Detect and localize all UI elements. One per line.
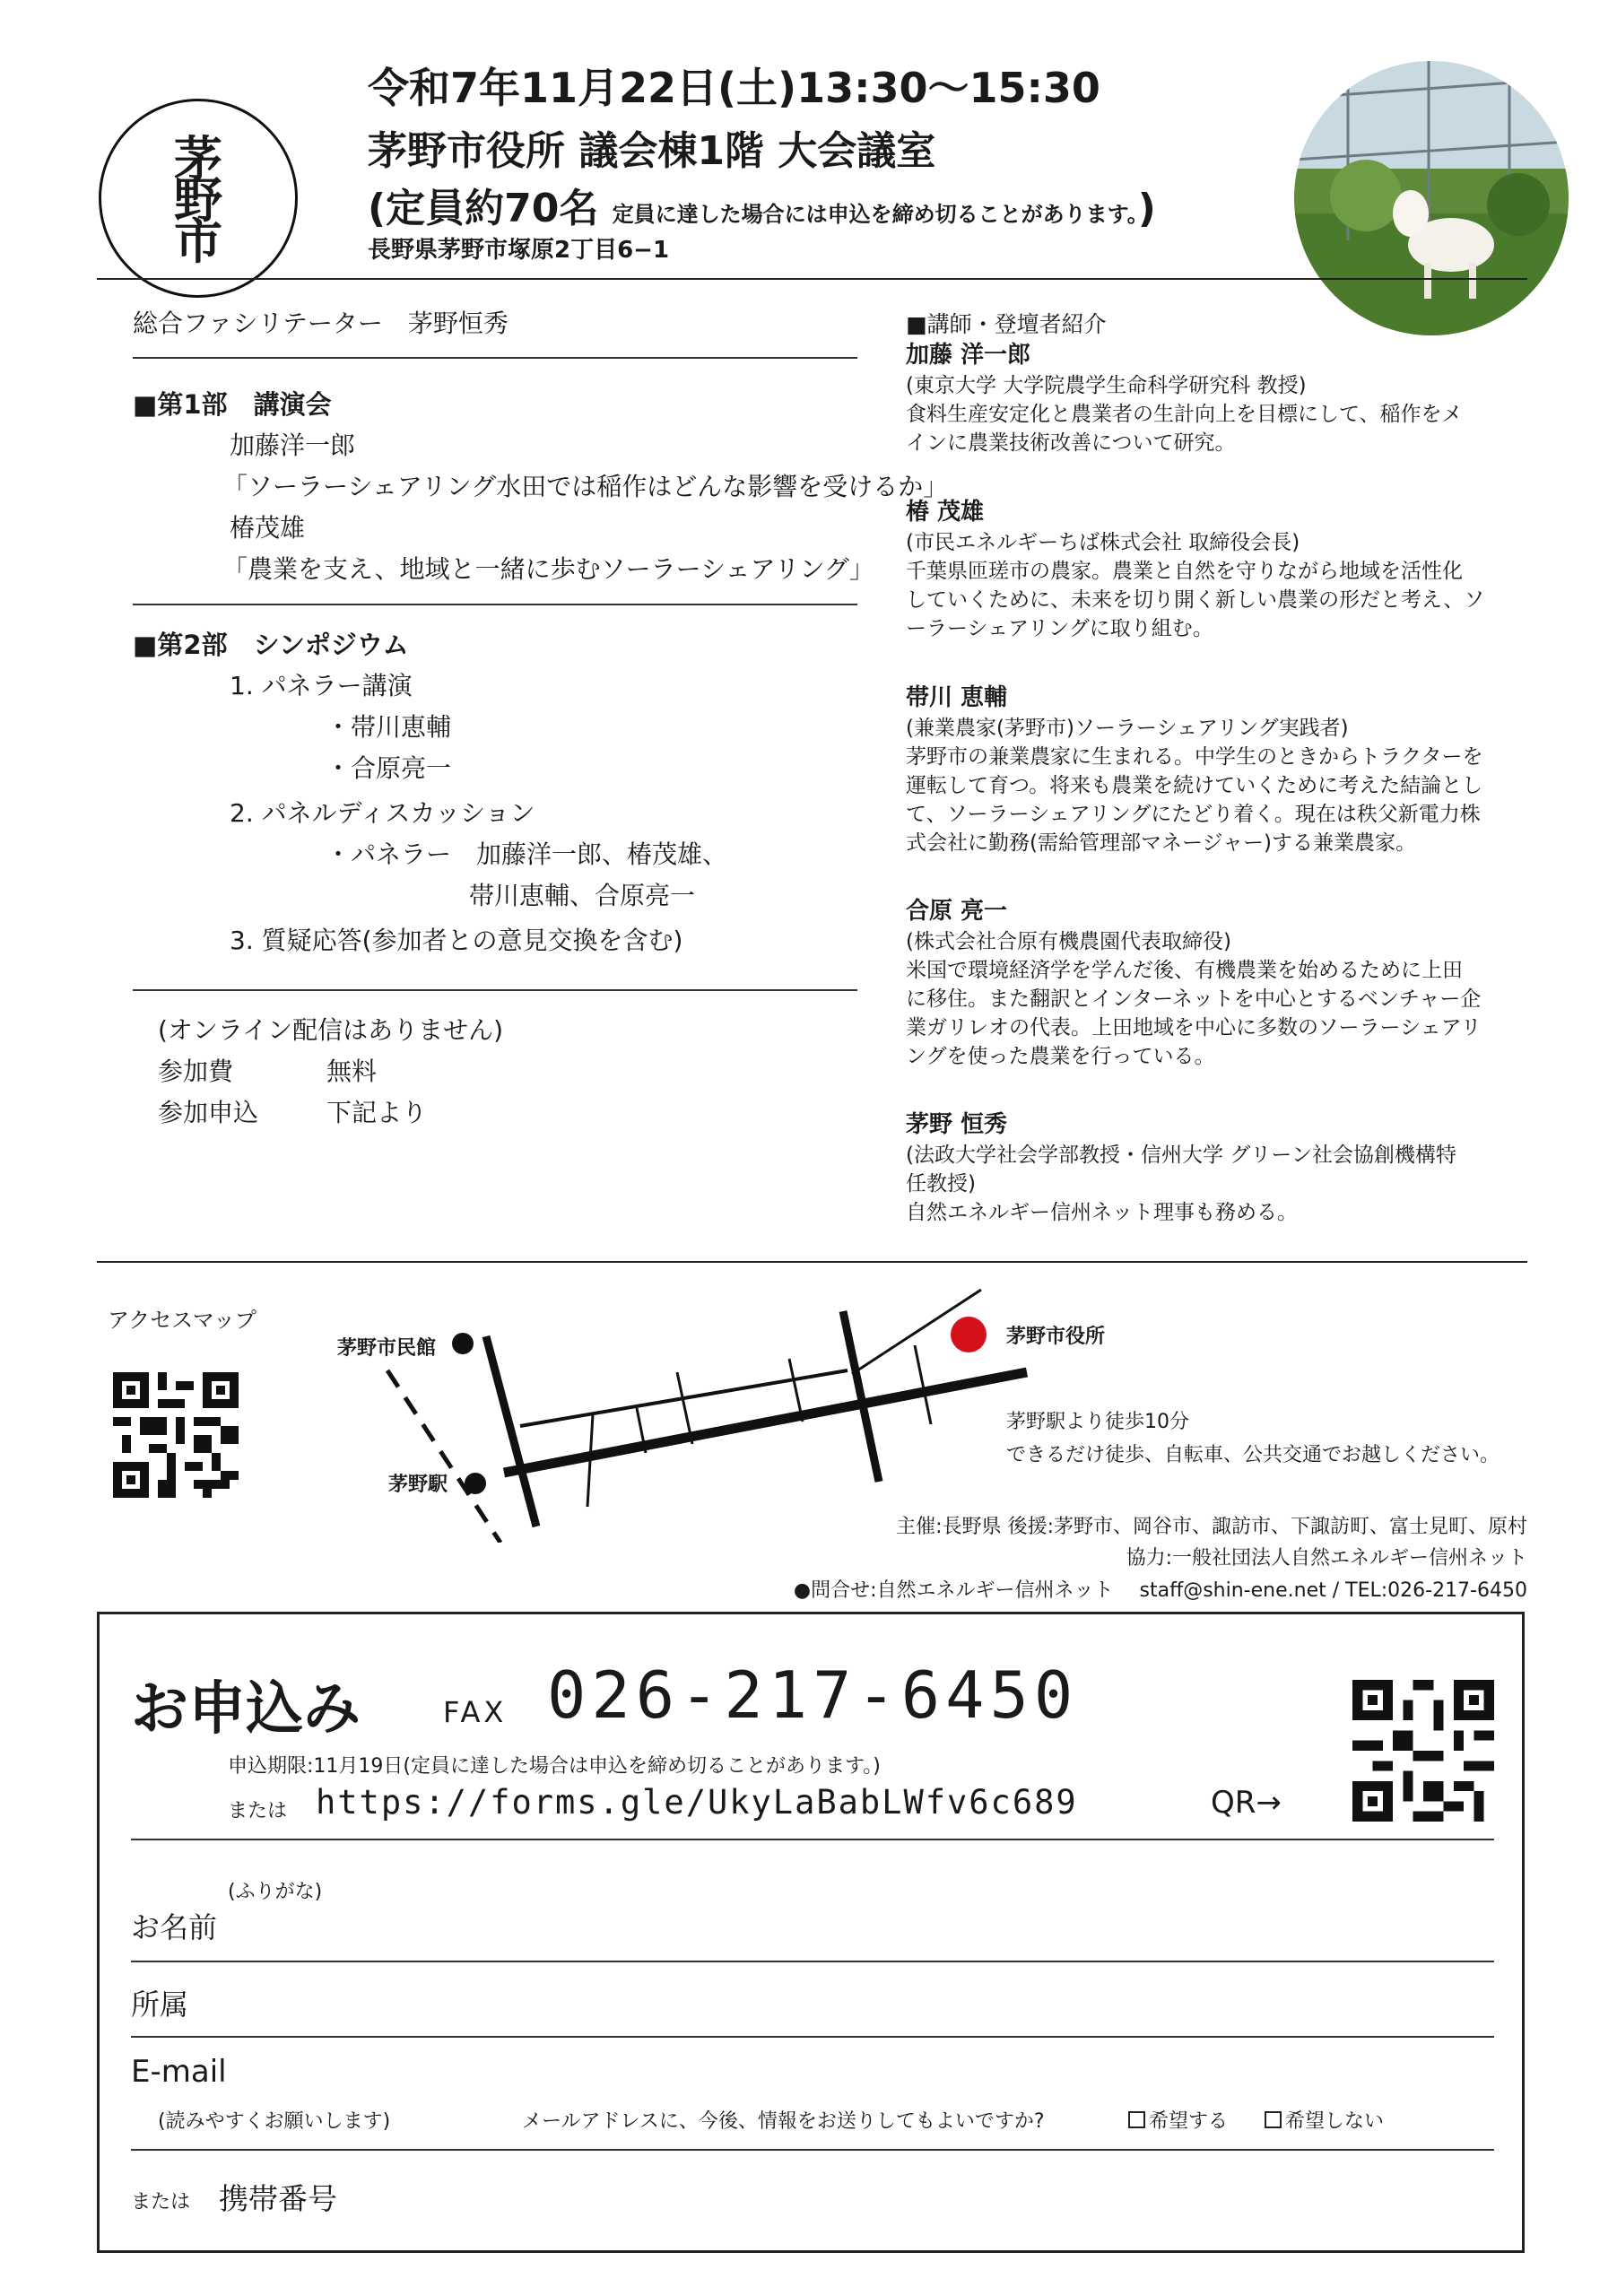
speaker-desc: ーラーシェアリングに取り組む。 (906, 617, 1213, 640)
part2-item: 3. 質疑応答(参加者との意見交換を含む) (230, 926, 683, 955)
city-badge-char: 茅 (174, 131, 222, 187)
affiliation-field-label: 所属 (131, 1987, 189, 2022)
part1-speaker: 椿茂雄 (230, 513, 306, 543)
city-badge-char: 野 (174, 172, 222, 229)
speaker-name: 椿 茂雄 (906, 499, 985, 526)
speaker-affiliation: (市民エネルギーちば株式会社 取締役会長) (906, 531, 1300, 554)
name-field-line[interactable] (131, 1961, 1494, 1962)
event-date: 令和7年11月22日(土)13:30〜15:30 (368, 64, 1100, 112)
event-capacity (368, 176, 1156, 233)
part2-item: 1. パネラー講演 (230, 671, 413, 700)
affiliation-field-line[interactable] (131, 2036, 1494, 2038)
speaker-desc: て、ソーラーシェアリングにたどり着く。現在は秩父新電力株 (906, 803, 1481, 826)
fee-value: 無料 (326, 1057, 378, 1086)
city-badge (99, 99, 298, 298)
fax-label: FAX (443, 1695, 508, 1729)
capacity-close: ) (1137, 186, 1156, 231)
opt-in-no[interactable] (1265, 2106, 1384, 2134)
fee-row (158, 1051, 503, 1092)
access-map (305, 1274, 1076, 1543)
map-transport-note: できるだけ徒歩、自転車、公共交通でお越しください。 (1006, 1444, 1500, 1466)
mobile-or-label: または (131, 2191, 191, 2213)
info-block (158, 1010, 503, 1134)
speaker-desc: 千葉県匝瑳市の農家。農業と自然を守りながら地域を活性化 (906, 560, 1463, 583)
form-url-link[interactable]: https://forms.gle/UkyLaBabLWfv6c689 (316, 1783, 1078, 1822)
capacity-note: 定員に達した場合には申込を締め切ることがあります。 (612, 202, 1138, 227)
program-divider (133, 604, 857, 605)
contact-info: ●問合せ:自然エネルギー信州ネット staff@shin-ene.net / TEL:026-217-6450 (793, 1579, 1527, 1602)
speaker-card (906, 682, 1516, 857)
speaker-affiliation: (東京大学 大学院農学生命科学研究科 教授) (906, 374, 1307, 397)
opt-in-yes[interactable] (1128, 2106, 1228, 2134)
speaker-desc: インに農業技術改善について研究。 (906, 431, 1236, 455)
qr-pointer-label: QR→ (1211, 1785, 1282, 1821)
speaker-affiliation: (株式会社合原有機農園代表取締役) (906, 930, 1231, 953)
speaker-card (906, 496, 1516, 643)
cooperation-credit: 協力:一般社団法人自然エネルギー信州ネット (1126, 1547, 1527, 1570)
speaker-desc: 米国で環境経済学を学んだ後、有機農業を始めるために上田 (906, 959, 1463, 982)
speaker-affiliation: (法政大学社会学部教授・信州大学 グリーン社会協創機構特 (906, 1144, 1456, 1167)
fee-label: 参加費 (158, 1057, 234, 1086)
speaker-desc: に移住。また翻訳とインターネットを中心とするベンチャー企 (906, 987, 1482, 1011)
speaker-affiliation: (兼業農家(茅野市)ソーラーシェアリング実践者) (906, 717, 1349, 740)
access-map-title: アクセスマップ (108, 1308, 256, 1333)
fax-number: 026-217-6450 (547, 1657, 1079, 1733)
header-divider (97, 278, 1527, 280)
part2-subitem: 帯川恵輔、合原亮一 (469, 881, 696, 910)
email-field-label: E-mail (131, 2054, 227, 2090)
access-qr-code (113, 1372, 239, 1498)
speaker-affiliation: 任教授) (906, 1172, 976, 1196)
minkan-marker-icon (452, 1333, 474, 1354)
part1-title: ■第1部 講演会 (133, 389, 332, 420)
capacity-text: (定員約70名 (368, 186, 599, 231)
cityhall-marker-icon (951, 1317, 987, 1352)
part1-talk-title: 「ソーラーシェアリング水田では稲作はどんな影響を受けるか」 (222, 472, 949, 501)
part2-item: 2. パネルディスカッション (230, 798, 535, 828)
goat-photo (1294, 61, 1569, 335)
apply-value: 下記より (326, 1098, 428, 1127)
form-title: お申込み (131, 1676, 361, 1743)
part1-talk-title: 「農業を支え、地域と一緒に歩むソーラーシェアリング」 (222, 554, 874, 584)
opt-in-no-label: 希望しない (1285, 2110, 1385, 2133)
apply-row (158, 1092, 503, 1134)
speaker-name: 帯川 恵輔 (906, 684, 1008, 711)
url-or-label: または (228, 1800, 288, 1822)
speaker-desc: ングを使った農業を行っている。 (906, 1045, 1215, 1068)
mail-question: メールアドレスに、今後、情報をお送りしてもよいですか? (522, 2110, 1045, 2133)
program-divider (133, 989, 857, 991)
part2-section (133, 624, 727, 961)
checkbox-icon[interactable] (1265, 2111, 1282, 2128)
email-note: (読みやすくお願いします) (158, 2110, 391, 2133)
map-label-station: 茅野駅 (388, 1474, 448, 1496)
event-venue: 茅野市役所 議会棟1階 大会議室 (368, 128, 936, 174)
organizer-credits: 主催:長野県 後援:茅野市、岡谷市、諏訪市、下諏訪町、富士見町、原村 (896, 1516, 1527, 1538)
speaker-card (906, 895, 1516, 1071)
map-label-minkan: 茅野市民館 (337, 1337, 437, 1360)
part2-subitem: ・合原亮一 (326, 753, 452, 783)
speaker-desc: 茅野市の兼業農家に生まれる。中学生のときからトラクターを (906, 745, 1483, 769)
email-field-line[interactable] (131, 2149, 1494, 2151)
opt-in-yes-label: 希望する (1149, 2110, 1229, 2133)
application-deadline: 申込期限:11月19日(定員に達した場合は申込を締め切ることがあります。) (228, 1755, 881, 1778)
online-note: (オンライン配信はありません) (158, 1015, 504, 1045)
apply-label: 参加申込 (158, 1098, 259, 1127)
speaker-desc: していくために、未来を切り開く新しい農業の形だと考え、ソ (906, 588, 1485, 612)
map-walk-time: 茅野駅より徒歩10分 (1006, 1411, 1189, 1433)
speaker-name: 加藤 洋一郎 (906, 342, 1031, 369)
speaker-desc: 式会社に勤務(需給管理部マネージャー)する兼業農家。 (906, 831, 1417, 855)
station-marker-icon (465, 1473, 486, 1494)
part1-section (133, 384, 948, 590)
part2-title: ■第2部 シンポジウム (133, 630, 409, 660)
part1-speaker: 加藤洋一郎 (230, 430, 356, 460)
city-badge-char: 市 (174, 213, 222, 270)
speaker-desc: 業ガリレオの代表。上田地域を中心に多数のソーラーシェアリ (906, 1016, 1482, 1039)
speaker-desc: 自然エネルギー信州ネット理事も務める。 (906, 1201, 1298, 1224)
speaker-name: 合原 亮一 (906, 898, 1008, 925)
program-divider (133, 357, 857, 359)
speakers-heading: ■講師・登壇者紹介 (906, 311, 1107, 337)
furigana-label: (ふりがな) (228, 1881, 323, 1903)
part2-subitem: ・帯川恵輔 (326, 712, 452, 742)
form-divider (131, 1839, 1494, 1840)
speaker-name: 茅野 恒秀 (906, 1111, 1008, 1138)
speaker-desc: 運転して育つ。将来も農業を続けていくために考えた結論とし (906, 774, 1483, 797)
mobile-field-label: 携帯番号 (219, 2181, 337, 2216)
speaker-card (906, 1109, 1516, 1227)
event-address: 長野県茅野市塚原2丁目6−1 (368, 237, 670, 264)
checkbox-icon[interactable] (1128, 2111, 1145, 2128)
name-field-label: お名前 (131, 1910, 218, 1944)
facilitator: 総合ファシリテーター 茅野恒秀 (133, 309, 509, 338)
form-qr-code[interactable] (1352, 1680, 1494, 1822)
speaker-card (906, 339, 1516, 457)
map-label-cityhall: 茅野市役所 (1006, 1326, 1106, 1348)
part2-subitem: ・パネラー 加藤洋一郎、椿茂雄、 (326, 839, 728, 869)
speaker-desc: 食料生産安定化と農業者の生計向上を目標にして、稲作をメ (906, 403, 1463, 426)
map-divider (97, 1261, 1527, 1263)
